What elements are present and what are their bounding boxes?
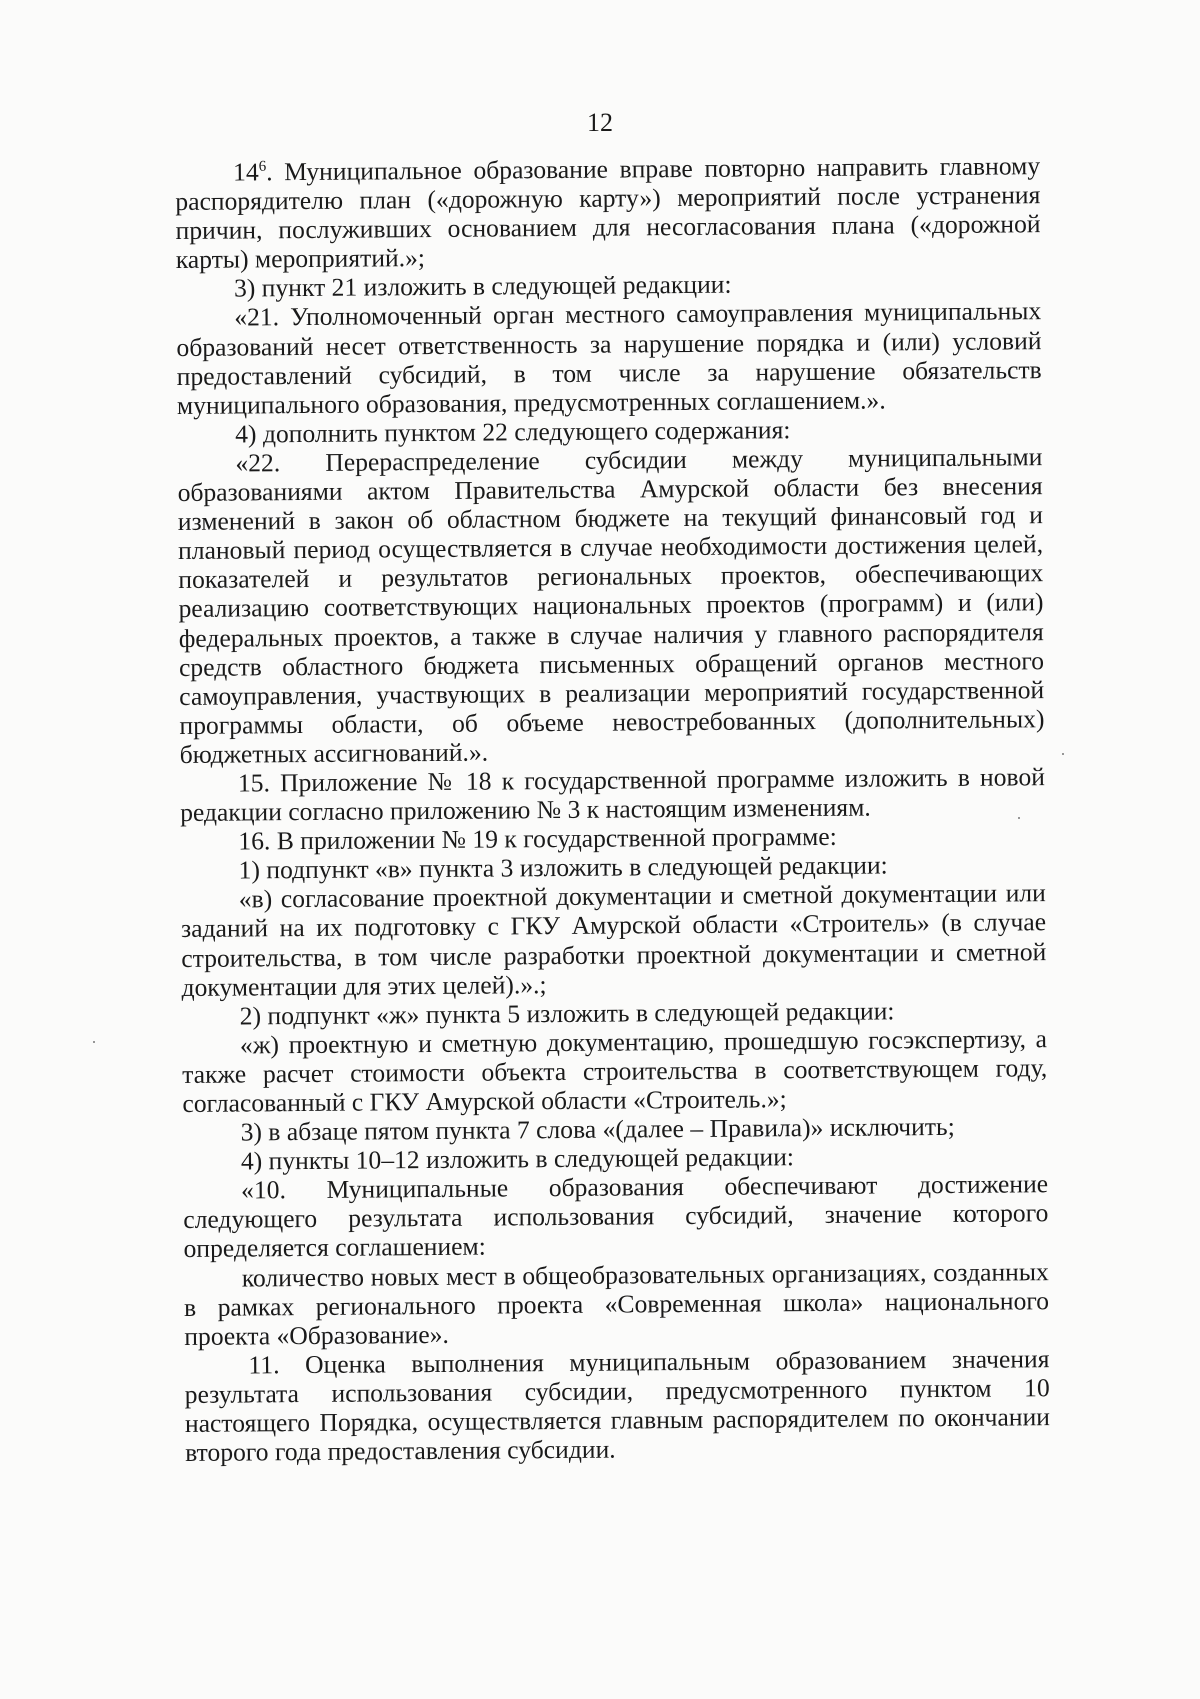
- item-number-superscript: 6: [258, 158, 267, 175]
- paragraph-section-15: 15. Приложение № 18 к государственной программе изложить в новой редакции согласно приложению № 3 к настоящим изменениям.: [180, 762, 1045, 828]
- paragraph-clause-21: «21. Уполномоченный орган местного самоуправления муниципальных образований несет ответственность за нарушение порядка и (или) условий предоставлений субсидий, в том числе за нарушение обязательств муниципального образования, предусмотренных соглашением.».: [176, 296, 1042, 420]
- paragraph-subitem-3: 3) в абзаце пятом пункта 7 слова «(далее – Правила)» исключить;: [240, 1111, 955, 1147]
- scan-speck: [1018, 817, 1020, 819]
- paragraph-subitem-1: 1) подпункт «в» пункта 3 изложить в следующей редакции:: [238, 850, 888, 885]
- paragraph-clause-10: «10. Муниципальные образования обеспечивают достижение следующего результата использования субсидий, значение которого определяется соглашением:: [183, 1169, 1049, 1264]
- paragraph-item-3: 3) пункт 21 изложить в следующей редакции:: [233, 270, 732, 303]
- scan-speck: [1062, 753, 1064, 755]
- paragraph-text: . Муниципальное образование вправе повторно направить главному распорядителю план («дорожную карту») мероприятий после устранения причин, послуживших основанием для несогласования плана («дорожной карты) мероприятий.»;: [175, 151, 1041, 275]
- paragraph-subitem-2: 2) подпункт «ж» пункта 5 изложить в следующей редакции:: [239, 996, 895, 1031]
- item-number: 14: [232, 157, 259, 187]
- paragraph-clause-v: «в) согласование проектной документации и сметной документации или заданий на их подготовку с ГКУ Амурской области «Строитель» (в случае строительства, в том числе разработки проектной документации и сметной документации для этих целей).».;: [180, 878, 1047, 1002]
- page-number: 12: [587, 108, 613, 137]
- paragraph-section-16: 16. В приложении № 19 к государственной программе:: [238, 821, 837, 856]
- paragraph-new-places: количество новых мест в общеобразовательных организациях, созданных в рамках регионального проекта «Современная школа» национального проекта «Образование».: [183, 1256, 1050, 1351]
- paragraph-clause-zh: «ж) проектную и сметную документацию, прошедшую госэкспертизу, а также расчет стоимости объекта строительства в соответствующем году, согласованный с ГКУ Амурской области «Строитель.»;: [182, 1023, 1048, 1118]
- scan-speck: [93, 1041, 95, 1043]
- paragraph-clause-11: 11. Оценка выполнения муниципальным образованием значения результата использования субсидии, предусмотренного пунктом 10 настоящего Порядка, осуществляется главным распорядителем по окончании второго года предоставления субсидии.: [184, 1344, 1051, 1468]
- document-body: [175, 151, 1050, 1467]
- paragraph-item-4: 4) дополнить пунктом 22 следующего содержания:: [235, 415, 791, 449]
- paragraph-clause-22: «22. Перераспределение субсидии между муниципальными образованиями актом Правительства Амурской области без внесения изменений в закон об областном бюджете на текущий финансовый год и плановый период осуществляется в случае необходимости достижения целей, показателей и результатов региональных проектов, обеспечивающих реализацию соответствующих национальных проектов (программ) и (или) федеральных проектов, а также в случае наличия у главного распорядителя средств областного бюджета письменных обращений органов местного самоуправления, участвующих в реализации мероприятий государственной программы области, об объеме невостребованных (дополнительных) бюджетных ассигнований.».: [177, 442, 1045, 769]
- paragraph-14-6: [175, 151, 1041, 274]
- paragraph-subitem-4: 4) пункты 10–12 изложить в следующей редакции:: [240, 1142, 795, 1176]
